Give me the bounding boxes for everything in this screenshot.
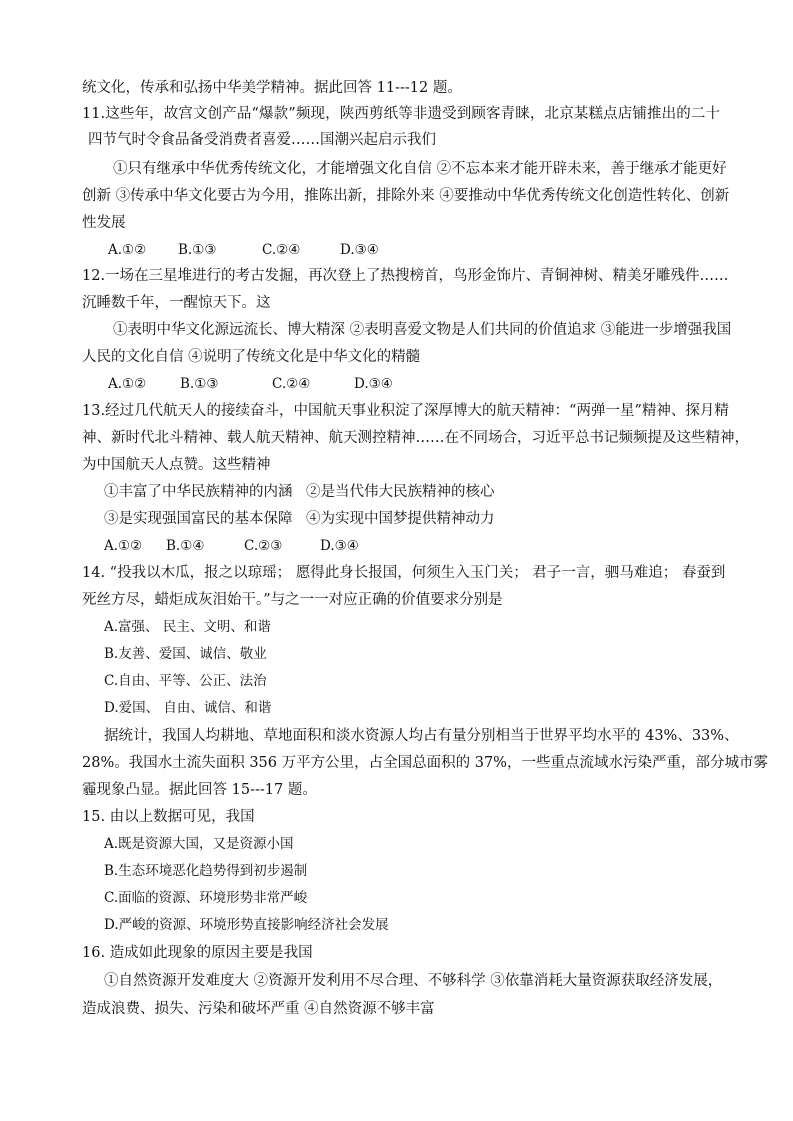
question-stem: 死丝方尽，蜡炬成灰泪始干。”与之一一对应正确的价值要求分别是: [82, 592, 503, 608]
option-a: A.①②: [104, 538, 143, 554]
statement-1: ①丰富了中华民族精神的内涵: [104, 484, 293, 500]
question-stem: 沉睡数千年，一醒惊天下。这: [82, 295, 271, 311]
option-b: B.①③: [178, 242, 217, 258]
option-c: C.②③: [244, 538, 283, 554]
statement-line: ①表明中华文化源远流长、博大精深 ②表明喜爱文物是人们共同的价值追求 ③能进一步增强我国: [113, 322, 732, 338]
option-d: D.爱国、 自由、诚信、和谐: [104, 700, 272, 716]
material-line: 霾现象凸显。据此回答 15---17 题。: [82, 782, 317, 798]
statement-4: ④为实现中国梦提供精神动力: [306, 511, 495, 527]
statement-line: 性发展: [82, 215, 126, 231]
option-c: C.自由、平等、公正、法治: [104, 673, 267, 689]
material-line: 28%。我国水土流失面积 356 万平方公里，占全国总面积的 37%，一些重点流域水污染严重，部分城市雾: [82, 755, 768, 771]
material-line: 据统计，我国人均耕地、草地面积和淡水资源人均占有量分别相当于世界平均水平的 43%、33%、: [104, 728, 739, 744]
option-b: B.生态环境恶化趋势得到初步遏制: [104, 863, 308, 879]
option-b: B.友善、爱国、诚信、敬业: [104, 646, 267, 662]
statement-line: 人民的文化自信 ④说明了传统文化是中华文化的精髓: [82, 349, 421, 365]
question-stem: 14. “投我以木瓜，报之以琼瑶； 愿得此身长报国，何须生入玉门关； 君子一言，驷马难追； 春蚕到: [82, 565, 726, 581]
option-a: A.富强、 民主、文明、和谐: [104, 619, 271, 635]
question-stem: 16. 造成如此现象的原因主要是我国: [82, 945, 313, 961]
question-stem: 四节气时令食品备受消费者喜爱……国潮兴起启示我们: [88, 132, 436, 148]
option-b: B.①③: [180, 376, 219, 392]
question-stem: 15. 由以上数据可见，我国: [82, 809, 255, 825]
option-d: D.③④: [354, 376, 393, 392]
statement-line: 创新 ③传承中华文化要古为今用，推陈出新，排除外来 ④要推动中华优秀传统文化创造性转化、创新: [82, 188, 730, 204]
statement-2: ②是当代伟大民族精神的核心: [306, 484, 495, 500]
question-stem: 13.经过几代航天人的接续奋斗，中国航天事业积淀了深厚博大的航天精神：“两弹一星”精神、探月精: [82, 403, 729, 419]
option-c: C.②④: [262, 242, 301, 258]
question-stem: 12.一场在三星堆进行的考古发掘，再次登上了热搜榜首，鸟形金饰片、青铜神树、精美牙雕残件……: [82, 268, 729, 284]
option-d: D.③④: [320, 538, 359, 554]
option-a: A.既是资源大国，又是资源小国: [104, 836, 294, 852]
option-d: D.③④: [340, 242, 379, 258]
option-a: A.①②: [108, 242, 147, 258]
question-stem: 神、新时代北斗精神、载人航天精神、航天测控精神……在不同场合，习近平总书记频频提及这些精神，: [82, 430, 749, 446]
statement-line: ①只有继承中华优秀传统文化，才能增强文化自信 ②不忘本来才能开辟未来，善于继承才能更好: [113, 161, 727, 177]
option-d: D.严峻的资源、环境形势直接影响经济社会发展: [104, 917, 389, 933]
statement-line: 造成浪费、损失、污染和破坏严重 ④自然资源不够丰富: [82, 1001, 435, 1017]
question-stem: 11.这些年，故宫文创产品“爆款”频现，陕西剪纸等非遗受到顾客青睐，北京某糕点店铺推出的二十: [82, 106, 720, 122]
statement-3: ③是实现强国富民的基本保障: [104, 511, 293, 527]
option-c: C.②④: [272, 376, 311, 392]
option-a: A.①②: [108, 376, 147, 392]
option-b: B.①④: [166, 538, 205, 554]
statement-line: ①自然资源开发难度大 ②资源开发利用不尽合理、不够科学 ③依靠消耗大量资源获取经济发展，: [104, 973, 723, 989]
intro-tail: 统文化，传承和弘扬中华美学精神。据此回答 11---12 题。: [82, 80, 462, 96]
option-c: C.面临的资源、环境形势非常严峻: [104, 890, 308, 906]
question-stem: 为中国航天人点赞。这些精神: [82, 457, 271, 473]
